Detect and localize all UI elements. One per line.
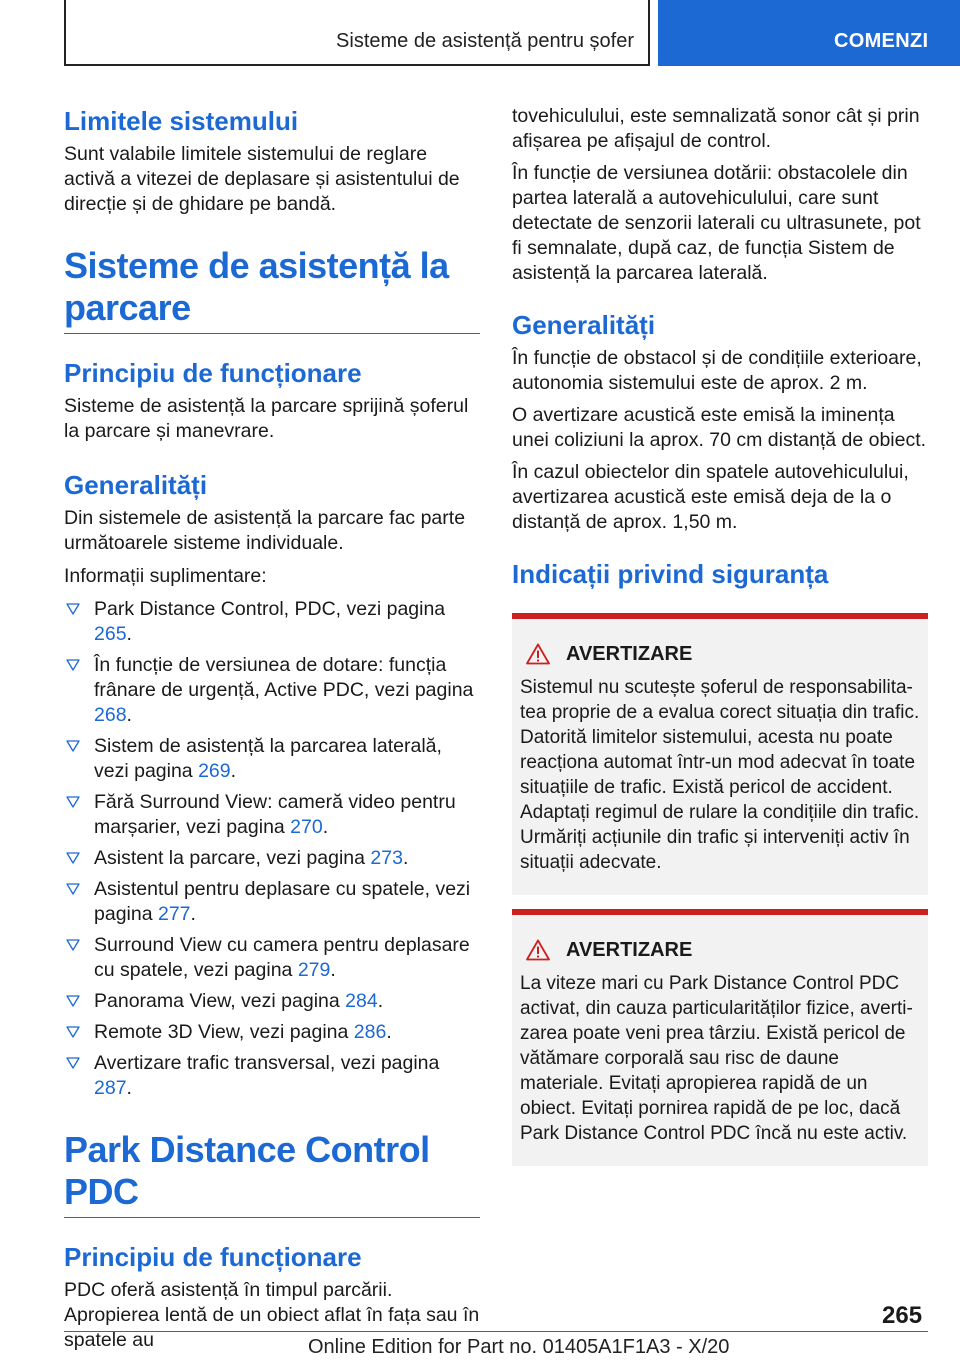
left-column xyxy=(64,98,480,1353)
list-item xyxy=(64,933,480,983)
list-item-text: Remote 3D View, vezi pagina xyxy=(94,1021,354,1043)
page-link[interactable]: 284 xyxy=(345,990,378,1012)
list-item-text: Asistentul pentru deplasare cu spatele, vezi pagina xyxy=(94,878,471,925)
list-item-end: . xyxy=(126,704,132,726)
rear-objects-text: În cazul obiectelor din spatele autovehiculului, avertizarea acustică este emisă deja de la o distanță de aprox. 1,50 m. xyxy=(512,461,909,533)
list-item-end: . xyxy=(377,990,384,1012)
list-item-text: Asistent la parcare, vezi pagina xyxy=(94,847,371,869)
warning-text: La viteze mari cu Park Distance Control PDC activat, din cauza particularităților fizice, avertizarea poate veni prea târziu. Există pericol de vătămare corporală sau risc de daune materiale. Evitați apropierea rapidă de un obiect. Evitați pornirea rapidă de pe loc, dacă Park Distance Control PDC încă nu este activ. xyxy=(520,973,913,1144)
section-title-box xyxy=(64,0,650,66)
list-item xyxy=(64,1051,480,1101)
triangle-bullet-icon xyxy=(66,883,80,895)
limits-heading: Limitele sistemului xyxy=(64,106,299,136)
triangle-bullet-icon xyxy=(66,740,80,752)
list-item-end: . xyxy=(322,816,329,838)
chapter-tab[interactable] xyxy=(658,0,960,66)
page-link[interactable]: 269 xyxy=(198,760,231,782)
info-text: Informații suplimentare: xyxy=(64,565,267,587)
footer-divider xyxy=(64,1331,928,1332)
limits-text: Sunt valabile limitele sistemului de reglare activă a vitezei de deplasare și asistentului de direcție și de ghidare pe bandă. xyxy=(64,143,460,215)
warning-text: Sistemul nu scutește șoferul de responsabilitatea proprie de a evalua corect situația din trafic. Datorită limitelor sistemului, acesta nu poate reacționa automat într-un mod adecvat în toate situațiile de trafic. Există pericol de accident. Adaptați regimul de rulare la condițiile din trafic. Urmăriți acțiunile din trafic și interveniți activ în situații adecvate. xyxy=(520,677,920,873)
list-item-end: . xyxy=(386,1021,392,1043)
triangle-bullet-icon xyxy=(66,796,80,808)
triangle-bullet-icon xyxy=(66,852,80,864)
right-column xyxy=(512,98,928,1166)
page-link[interactable]: 287 xyxy=(94,1077,127,1099)
list-item xyxy=(64,790,480,840)
chapter-tab-label: COMENZI xyxy=(834,30,929,52)
list-item-end: . xyxy=(230,760,237,782)
list-item xyxy=(64,653,480,728)
list-item-end: . xyxy=(126,1077,132,1099)
warning-triangle-icon xyxy=(526,939,550,961)
list-item-end: . xyxy=(330,959,336,981)
list-item-end: . xyxy=(126,623,132,645)
page-link[interactable]: 286 xyxy=(353,1021,387,1043)
list-item xyxy=(64,597,480,647)
list-item-text: Fără Surround View: cameră video pentru marșarier, vezi pagina xyxy=(94,791,456,838)
warning-title: AVERTIZARE xyxy=(566,642,693,665)
list-item-end: . xyxy=(402,847,409,869)
page-link[interactable]: 265 xyxy=(94,623,127,645)
pdc-principle-heading: Principiu de funcționare xyxy=(64,1242,362,1272)
list-item-end: . xyxy=(190,903,196,925)
principle-heading: Principiu de funcționare xyxy=(64,358,362,388)
warning-header xyxy=(520,641,920,667)
triangle-bullet-icon xyxy=(66,659,80,671)
list-item-text: Panorama View, vezi pagina xyxy=(94,990,346,1012)
section-title: Sisteme de asistență pentru șofer xyxy=(336,30,634,52)
page-link[interactable]: 279 xyxy=(297,959,331,981)
general-text: Din sistemele de asistență la parcare fac parte următoarele sisteme individuale. xyxy=(64,507,466,554)
warning-header xyxy=(520,937,920,963)
list-item xyxy=(64,734,480,784)
triangle-bullet-icon xyxy=(66,995,80,1007)
range-text: În funcție de obstacol și de condițiile exterioare, autonomia sistemului este de aprox. 2 m. xyxy=(512,347,922,394)
page-link[interactable]: 277 xyxy=(157,903,191,925)
page-header xyxy=(0,0,960,66)
pdc-heading: Park Distance Control PDC xyxy=(64,1129,480,1218)
list-item-text: Park Distance Control, PDC, vezi pagina xyxy=(94,598,446,620)
triangle-bullet-icon xyxy=(66,603,80,615)
safety-heading: Indicații privind siguranța xyxy=(512,559,829,589)
list-item-text: Sistem de asistență la parcarea laterală, vezi pagina xyxy=(94,735,442,782)
page-link[interactable]: 270 xyxy=(290,816,323,838)
list-item xyxy=(64,877,480,927)
page-link[interactable]: 273 xyxy=(370,847,403,869)
warning-box-1 xyxy=(512,613,928,895)
systems-list xyxy=(64,597,480,1101)
general-heading: Generalități xyxy=(64,470,208,500)
warning-triangle-icon xyxy=(526,643,550,665)
triangle-bullet-icon xyxy=(66,1026,80,1038)
list-item-text: Avertizare trafic transversal, vezi pagina xyxy=(94,1052,440,1074)
triangle-bullet-icon xyxy=(66,1057,80,1069)
list-item xyxy=(64,1020,480,1045)
principle-text: Sisteme de asistență la parcare sprijină șoferul la parcare și manevrare. xyxy=(64,395,469,442)
list-item xyxy=(64,846,480,871)
collision-warning-text: O avertizare acustică este emisă la iminența unei coliziuni la aprox. 70 cm distanță de obiect. xyxy=(512,404,927,451)
version-text: În funcție de versiunea dotării: obstacolele din partea laterală a autovehiculului, care sunt detectate de senzorii laterali cu ultrasunete, pot fi semnalate, după caz, de funcția Sistem de asistență la parcarea laterală. xyxy=(512,162,921,284)
triangle-bullet-icon xyxy=(66,939,80,951)
pdc-principle-text: PDC oferă asistență în timpul parcării. Apropierea lentă de un obiect aflat în fața sau în spatele au xyxy=(64,1279,480,1351)
warning-title: AVERTIZARE xyxy=(566,938,693,961)
page-link[interactable]: 268 xyxy=(94,704,127,726)
continued-text: tovehiculului, este semnalizată sonor cât și prin afișarea pe afișajul de control. xyxy=(512,105,920,152)
warning-box-2 xyxy=(512,909,928,1166)
edition-text: Online Edition for Part no. 01405A1F1A3 - X/20 xyxy=(308,1336,730,1358)
list-item xyxy=(64,989,480,1014)
general-heading-right: Generalități xyxy=(512,310,656,340)
parking-assist-heading: Sisteme de asistență la parcare xyxy=(64,245,480,334)
page-number: 265 xyxy=(882,1302,923,1329)
list-item-text: În funcție de versiunea de dotare: funcția frânare de urgență, Active PDC, vezi pagina xyxy=(94,654,474,701)
list-item-text: Surround View cu camera pentru deplasare cu spatele, vezi pagina xyxy=(94,934,470,981)
